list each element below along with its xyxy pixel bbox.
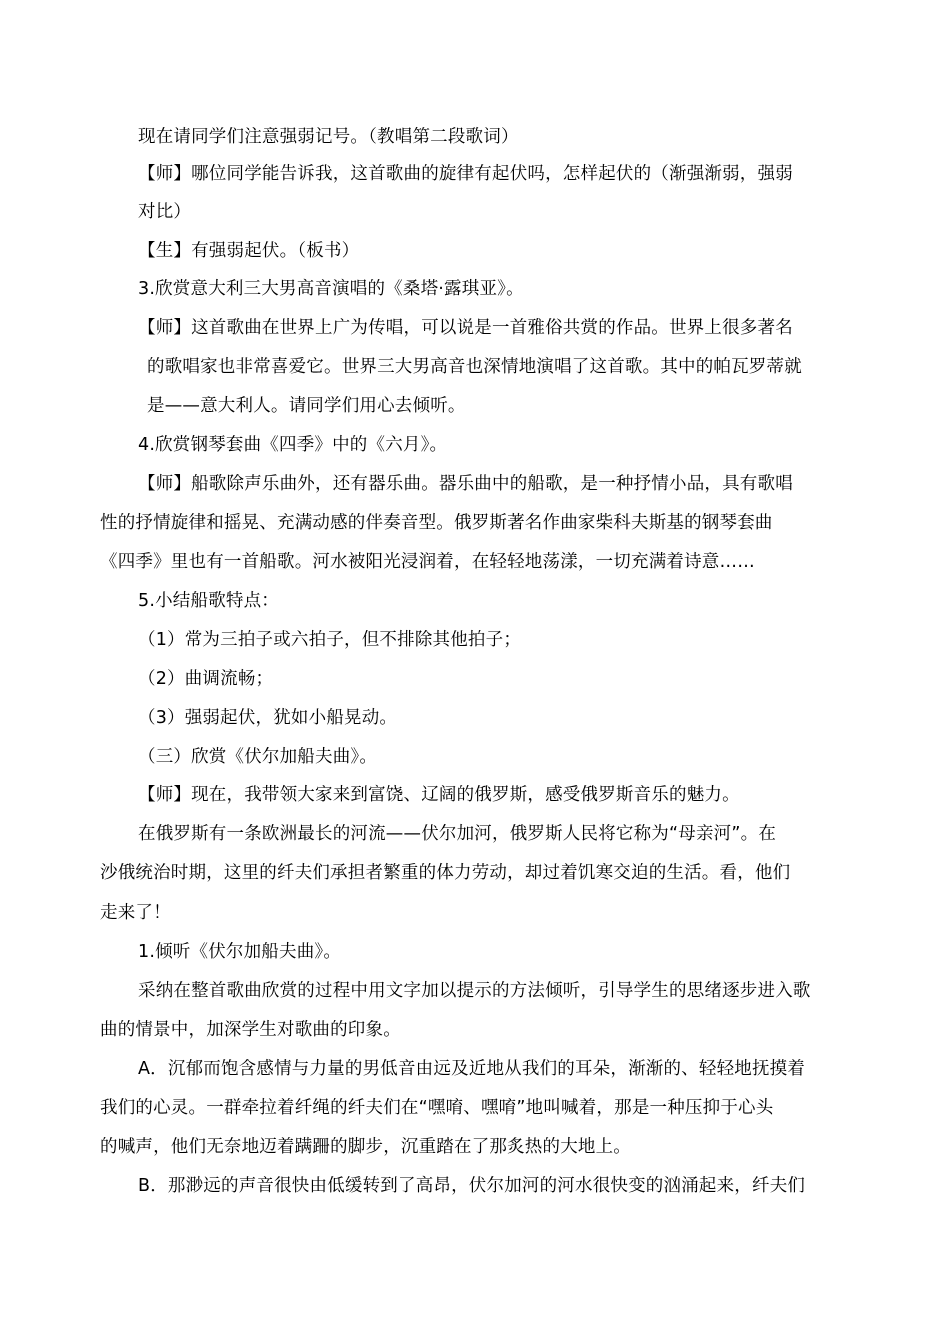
text-line: A．沉郁而饱含感情与力量的男低音由远及近地从我们的耳朵，渐渐的、轻轻地抚摸着 (138, 1059, 806, 1079)
text-line: （三）欣赏《伏尔加船夫曲》。 (138, 747, 378, 767)
text-line: 我们的心灵。一群牵拉着纤绳的纤夫们在“嘿唷、嘿唷”地叫喊着，那是一种压抑于心头 (100, 1098, 774, 1118)
text-line: 现在请同学们注意强弱记号。（教唱第二段歌词） (138, 127, 519, 147)
text-line: （3）强弱起伏，犹如小船晃动。 (138, 708, 398, 728)
text-line: 在俄罗斯有一条欧洲最长的河流——伏尔加河，俄罗斯人民将它称为“母亲河”。在 (138, 824, 777, 844)
text-line: 【师】哪位同学能告诉我，这首歌曲的旋律有起伏吗，怎样起伏的（渐强渐弱，强弱 (138, 164, 793, 184)
text-line: 【师】现在，我带领大家来到富饶、辽阔的俄罗斯，感受俄罗斯音乐的魅力。 (138, 785, 740, 805)
text-line: 【师】船歌除声乐曲外，还有器乐曲。器乐曲中的船歌，是一种抒情小品，具有歌唱 (138, 474, 793, 494)
text-line: 4.欣赏钢琴套曲《四季》中的《六月》。 (138, 435, 448, 455)
text-line: 《四季》里也有一首船歌。河水被阳光浸润着，在轻轻地荡漾，一切充满着诗意…… (100, 552, 755, 572)
text-line: 是——意大利人。请同学们用心去倾听。 (147, 396, 466, 416)
text-line: 【师】这首歌曲在世界上广为传唱，可以说是一首雅俗共赏的作品。世界上很多著名 (138, 318, 793, 338)
text-line: 性的抒情旋律和摇晃、充满动感的伴奏音型。俄罗斯著名作曲家柴科夫斯基的钢琴套曲 (100, 513, 773, 533)
text-line: 的歌唱家也非常喜爱它。世界三大男高音也深情地演唱了这首歌。其中的帕瓦罗蒂就 (147, 357, 802, 377)
text-line: 采纳在整首歌曲欣赏的过程中用文字加以提示的方法倾听，引导学生的思绪逐步进入歌 (138, 981, 811, 1001)
text-line: 5.小结船歌特点： (138, 591, 279, 611)
text-line: 1.倾听《伏尔加船夫曲》。 (138, 942, 342, 962)
text-line: 【生】有强弱起伏。（板书） (138, 241, 360, 261)
text-line: （2）曲调流畅； (138, 669, 274, 689)
text-line: 的喊声，他们无奈地迈着蹒跚的脚步，沉重踏在了那炙热的大地上。 (100, 1137, 631, 1157)
text-line: 沙俄统治时期，这里的纤夫们承担者繁重的体力劳动，却过着饥寒交迫的生活。看，他们 (100, 863, 791, 883)
text-line: B．那渺远的声音很快由低缓转到了高昂，伏尔加河的河水很快变的汹涌起来，纤夫们 (138, 1176, 806, 1196)
text-line: 走来了！ (100, 903, 171, 923)
text-line: 对比） (138, 202, 192, 222)
text-line: （1）常为三拍子或六拍子，但不排除其他拍子； (138, 630, 522, 650)
text-line: 曲的情景中，加深学生对歌曲的印象。 (100, 1020, 401, 1040)
text-line: 3.欣赏意大利三大男高音演唱的《桑塔·露琪亚》。 (138, 279, 524, 299)
